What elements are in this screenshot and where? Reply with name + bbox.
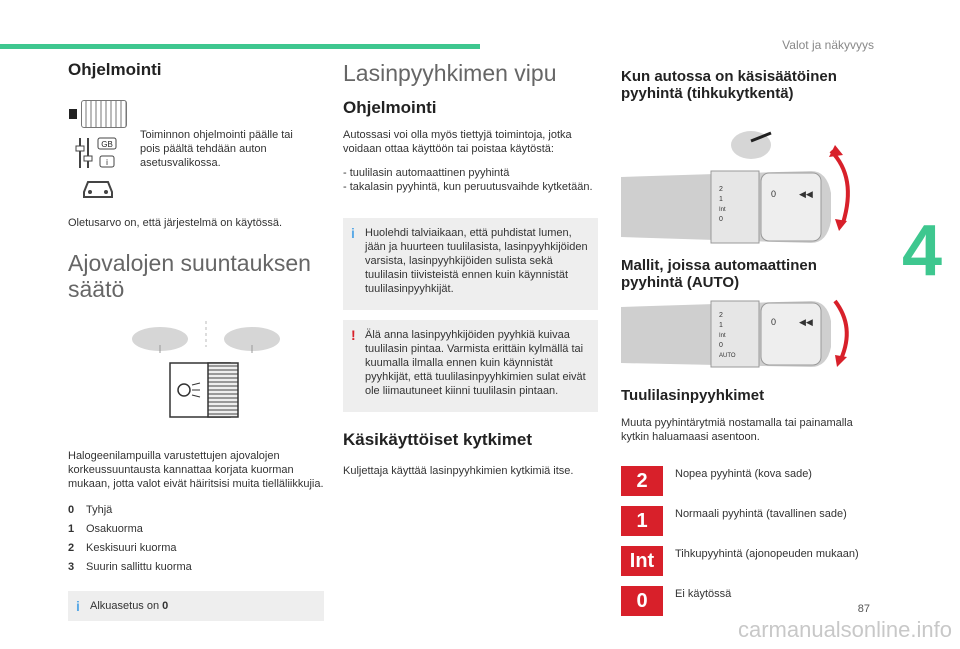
- list-item: 1 Osakuorma: [68, 522, 143, 535]
- auto-wiper-stalk-illustration: [621, 297, 861, 373]
- headlamp-heading: Ajovalojen suuntauksen säätö: [68, 250, 311, 303]
- speed-badge: Int: [621, 546, 663, 576]
- stalk-mark: 2: [719, 312, 723, 319]
- list-item: 0 Tyhjä: [68, 503, 113, 516]
- wiper-programming-heading: Ohjelmointi: [343, 98, 437, 118]
- speed-badge: 1: [621, 506, 663, 536]
- svg-text:i: i: [106, 158, 108, 167]
- manual-model-heading: Kun autossa on käsisäätöinen pyyhintä (tihkukytkentä): [621, 68, 837, 103]
- svg-text:GB: GB: [101, 140, 113, 149]
- wiper-programming-text: Autossasi voi olla myös tiettyjä toimintoja, jotka voidaan ottaa käyttöön tai poistaa käytöstä:: [343, 129, 572, 156]
- info-icon: i: [76, 597, 80, 614]
- svg-text:◀◀: ◀◀: [799, 188, 813, 199]
- stalk-mark: 2: [719, 185, 723, 193]
- speed-description: Tihkupyyhintä (ajonopeuden mukaan): [675, 548, 859, 561]
- stalk-mark: Int: [719, 333, 726, 339]
- auto-model-heading: Mallit, joissa automaattinen pyyhintä (AUTO): [621, 256, 817, 291]
- programming-heading: Ohjelmointi: [68, 60, 162, 79]
- svg-text:0: 0: [771, 188, 777, 199]
- list-item: [621, 586, 881, 616]
- stalk-mark: 1: [719, 195, 723, 203]
- list-item: [621, 506, 881, 536]
- stalk-auto-label: AUTO: [719, 353, 736, 359]
- headlamp-adjuster-illustration: [116, 317, 316, 437]
- stalk-mark: Int: [719, 206, 726, 213]
- list-item: [621, 466, 881, 496]
- warning-icon: !: [351, 327, 356, 344]
- chapter-number: 4: [901, 211, 942, 291]
- list-item: [621, 546, 881, 576]
- stalk-mark: 0: [719, 342, 723, 349]
- dry-wipe-warning-note: ! Älä anna lasinpyyhkijöiden pyyhkiä kuivaa tuulilasin pintaa. Varmista erittäin kylmällä tai kuumalla ilmalla ennen kuin käynnistät pyyhkijät, että tuulilasinpyyhkimien sulat eivät ole liimautuneet kiinni tuulilasin pintaan.: [343, 320, 598, 412]
- speed-description: Normaali pyyhintä (tavallinen sade): [675, 508, 847, 521]
- speed-badge: 2: [621, 466, 663, 496]
- windscreen-wipers-heading: Tuulilasinpyyhkimet: [621, 387, 765, 404]
- winter-info-note: i Huolehdi talviaikaan, että puhdistat lumen, jään ja huurteen tuulilasista, lasinpyyhkijöiden varsista, lasinpyyhkijöiden sulista sekä tuulilasin tiivisteistä ennen kuin käynnistät tuulilasinpyyhkijät.: [343, 218, 598, 310]
- stalk-mark: 0: [719, 215, 723, 223]
- list-item: - takalasin pyyhintä, kun peruutusvaihde kytketään.: [343, 181, 593, 194]
- stalk-mark: 1: [719, 322, 723, 329]
- column-right: [621, 68, 881, 626]
- speed-description: Nopea pyyhintä (kova sade): [675, 468, 812, 481]
- svg-text:◀◀: ◀◀: [799, 317, 813, 327]
- watermark: carmanualsonline.info: [737, 617, 952, 642]
- lamp-switch-icon: [69, 100, 127, 128]
- default-value-text: Oletusarvo on, että järjestelmä on käytössä.: [68, 217, 282, 229]
- column-middle: [343, 60, 598, 478]
- list-item: - tuulilasin automaattinen pyyhintä: [343, 167, 510, 180]
- car-icon: [80, 176, 116, 200]
- programming-icons: [68, 100, 128, 200]
- page-number: 87: [857, 603, 870, 615]
- list-item: 3 Suurin sallittu kuorma: [68, 560, 192, 573]
- speed-badge: 0: [621, 586, 663, 616]
- section-label: Valot ja näkyvyys: [782, 38, 874, 52]
- svg-text:0: 0: [771, 317, 777, 327]
- headlamp-text: Halogeenilampuilla varustettujen ajovalojen korkeussuuntausta kannattaa korjata kuorman mukaan, jotta valot eivät häiritsisi muita tielläliikkujia.: [68, 449, 324, 490]
- feature-list: [343, 166, 598, 194]
- speed-description: Ei käytössä: [675, 588, 732, 601]
- default-setting-note: i Alkuasetus on 0: [68, 591, 324, 621]
- programming-block: [68, 100, 324, 200]
- windscreen-wipers-text: Muuta pyyhintärytmiä nostamalla tai painamalla kytkin haluamaasi asentoon.: [621, 417, 853, 444]
- info-icon: i: [351, 225, 355, 242]
- list-item: 2 Keskisuuri kuorma: [68, 541, 177, 554]
- settings-sliders-icon: [74, 134, 122, 170]
- wiper-heading: Lasinpyyhkimen vipu: [343, 60, 557, 86]
- manual-switches-heading: Käsikäyttöiset kytkimet: [343, 430, 532, 450]
- programming-text: Toiminnon ohjelmointi päälle tai pois päältä tehdään auton asetusvalikossa.: [140, 129, 293, 169]
- manual-switches-text: Kuljettaja käyttää lasinpyyhkimien kytkimiä itse.: [343, 465, 574, 478]
- manual-wiper-stalk-illustration: [621, 111, 861, 249]
- top-accent-bar: [0, 44, 480, 49]
- wipe-speed-list: [621, 466, 881, 616]
- load-list: [68, 501, 324, 577]
- column-left: [68, 60, 324, 621]
